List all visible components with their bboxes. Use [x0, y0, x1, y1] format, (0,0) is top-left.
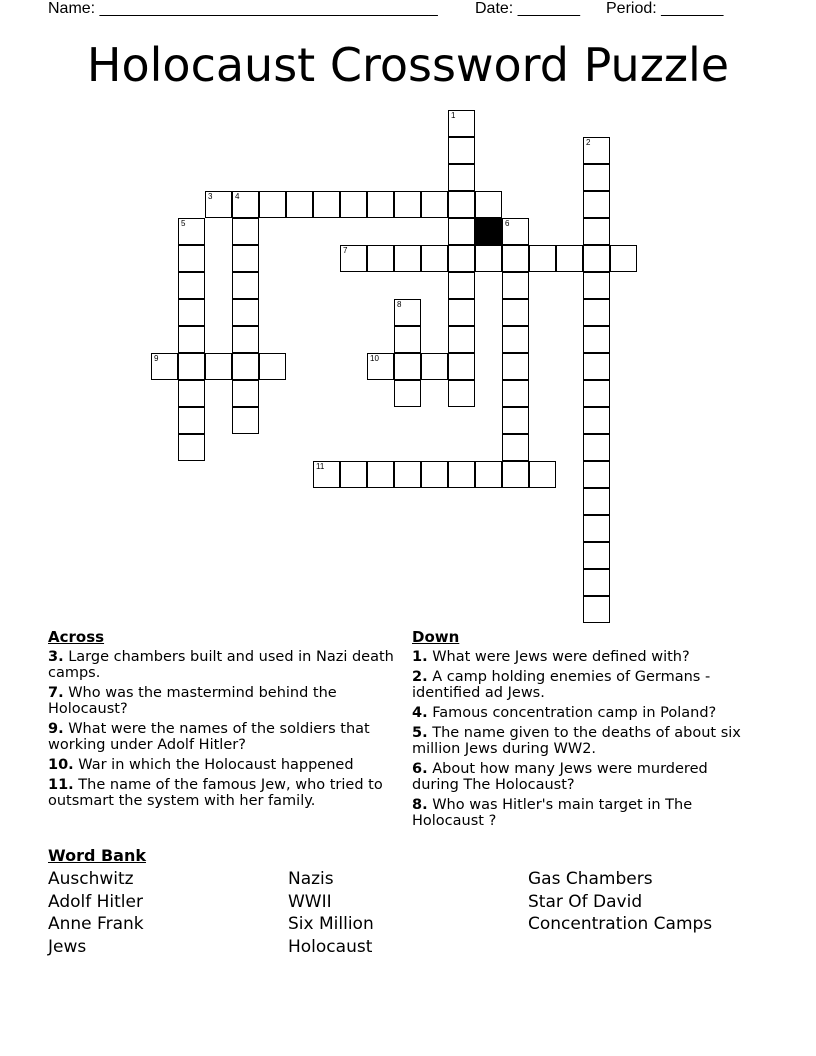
grid-cell[interactable] [448, 461, 475, 488]
clue-number: 3 [208, 192, 213, 201]
grid-cell[interactable] [448, 272, 475, 299]
grid-cell[interactable] [421, 461, 448, 488]
grid-cell[interactable] [313, 461, 340, 488]
clue-down-6: 6. About how many Jews were murdered during The Holocaust? [412, 761, 708, 793]
page-title: Holocaust Crossword Puzzle [86, 38, 730, 92]
grid-cell[interactable] [340, 245, 367, 272]
grid-cell[interactable] [232, 353, 259, 380]
grid-cell[interactable] [178, 353, 205, 380]
grid-cell[interactable] [232, 380, 259, 407]
word-bank-item: Adolf Hitler [48, 891, 143, 912]
grid-cell[interactable] [502, 461, 529, 488]
grid-cell[interactable] [502, 326, 529, 353]
grid-cell[interactable] [583, 137, 610, 164]
across-heading: Across [48, 628, 105, 646]
grid-cell[interactable] [448, 218, 475, 245]
grid-cell[interactable] [583, 407, 610, 434]
grid-cell[interactable] [259, 353, 286, 380]
word-bank-heading: Word Bank [48, 846, 147, 865]
grid-cell[interactable] [232, 191, 259, 218]
grid-cell[interactable] [502, 272, 529, 299]
grid-cell[interactable] [502, 434, 529, 461]
clue-number: 2 [586, 138, 591, 147]
grid-cell[interactable] [556, 245, 583, 272]
grid-cell[interactable] [502, 380, 529, 407]
clue-across-10: 10. War in which the Holocaust happened [48, 757, 354, 773]
clue-number: 8 [397, 300, 402, 309]
clue-number: 4 [235, 192, 240, 201]
grid-cell[interactable] [448, 191, 475, 218]
grid-cell[interactable] [583, 245, 610, 272]
grid-cell[interactable] [583, 515, 610, 542]
grid-cell[interactable] [502, 245, 529, 272]
grid-cell[interactable] [367, 191, 394, 218]
clue-down-2: 2. A camp holding enemies of Germans - identified ad Jews. [412, 669, 711, 701]
word-bank-column [48, 868, 288, 959]
grid-cell[interactable] [232, 272, 259, 299]
clue-number: 6 [505, 219, 510, 228]
grid-cell[interactable] [502, 353, 529, 380]
grid-cell[interactable] [232, 407, 259, 434]
grid-cell[interactable] [178, 218, 205, 245]
grid-cell[interactable] [421, 191, 448, 218]
grid-cell[interactable] [178, 272, 205, 299]
grid-cell[interactable] [286, 191, 313, 218]
grid-cell[interactable] [394, 299, 421, 326]
grid-cell[interactable] [151, 353, 178, 380]
clue-number: 1 [451, 111, 456, 120]
grid-cell[interactable] [367, 245, 394, 272]
grid-cell[interactable] [529, 245, 556, 272]
grid-cell[interactable] [583, 218, 610, 245]
grid-cell[interactable] [583, 542, 610, 569]
grid-cell[interactable] [583, 164, 610, 191]
grid-cell[interactable] [502, 407, 529, 434]
grid-cell[interactable] [583, 380, 610, 407]
word-bank-column [288, 868, 528, 959]
grid-cell[interactable] [583, 272, 610, 299]
grid-cell[interactable] [448, 110, 475, 137]
word-bank-column [528, 868, 768, 936]
grid-cell[interactable] [340, 461, 367, 488]
name-field-label[interactable]: Name: ______________________________________ [48, 0, 438, 17]
grid-cell[interactable] [178, 407, 205, 434]
grid-cell[interactable] [583, 569, 610, 596]
clue-across-9: 9. What were the names of the soldiers that working under Adolf Hitler? [48, 721, 370, 753]
grid-cell[interactable] [394, 326, 421, 353]
word-bank-item: Holocaust [288, 937, 373, 958]
clue-across-11: 11. The name of the famous Jew, who tried to outsmart the system with her family. [48, 777, 383, 809]
grid-cell[interactable] [232, 326, 259, 353]
grid-cell[interactable] [394, 245, 421, 272]
blocked-cell [475, 218, 502, 245]
grid-cell[interactable] [178, 380, 205, 407]
grid-cell[interactable] [448, 137, 475, 164]
word-bank-item: Gas Chambers [528, 869, 653, 889]
grid-cell[interactable] [313, 191, 340, 218]
grid-cell[interactable] [583, 191, 610, 218]
grid-cell[interactable] [448, 353, 475, 380]
grid-cell[interactable] [475, 191, 502, 218]
grid-cell[interactable] [394, 353, 421, 380]
word-bank-item: Star Of David [528, 891, 643, 912]
clue-down-4: 4. Famous concentration camp in Poland? [412, 705, 717, 721]
grid-cell[interactable] [178, 434, 205, 461]
grid-cell[interactable] [421, 353, 448, 380]
word-bank-item: Nazis [288, 869, 334, 889]
grid-cell[interactable] [583, 488, 610, 515]
grid-cell[interactable] [502, 299, 529, 326]
grid-cell[interactable] [205, 191, 232, 218]
word-bank [48, 846, 768, 968]
word-bank-item: Concentration Camps [528, 914, 713, 935]
grid-cell[interactable] [583, 461, 610, 488]
clue-number: 9 [154, 354, 159, 363]
grid-cell[interactable] [367, 353, 394, 380]
grid-cell[interactable] [178, 245, 205, 272]
grid-cell[interactable] [394, 191, 421, 218]
grid-cell[interactable] [583, 326, 610, 353]
grid-cell[interactable] [178, 326, 205, 353]
grid-cell[interactable] [394, 461, 421, 488]
word-bank-item: Jews [48, 937, 87, 958]
grid-cell[interactable] [448, 380, 475, 407]
grid-cell[interactable] [583, 353, 610, 380]
clue-down-8: 8. Who was Hitler's main target in The Holocaust ? [412, 797, 693, 829]
down-heading: Down [412, 628, 460, 646]
clue-number: 5 [181, 219, 186, 228]
clue-down-5: 5. The name given to the deaths of about six million Jews during WW2. [412, 725, 741, 757]
grid-cell[interactable] [394, 380, 421, 407]
grid-cell[interactable] [583, 596, 610, 623]
grid-cell[interactable] [259, 191, 286, 218]
grid-cell[interactable] [232, 218, 259, 245]
grid-cell[interactable] [475, 461, 502, 488]
grid-cell[interactable] [367, 461, 394, 488]
grid-cell[interactable] [448, 164, 475, 191]
clue-number: 7 [343, 246, 348, 255]
date-field-label[interactable]: Date: _______ [475, 0, 580, 17]
word-bank-item: Six Million [288, 914, 374, 935]
down-clues [412, 628, 757, 833]
across-clues [48, 628, 403, 813]
grid-cell[interactable] [205, 353, 232, 380]
grid-cell[interactable] [340, 191, 367, 218]
grid-cell[interactable] [421, 245, 448, 272]
word-bank-item: Anne Frank [48, 914, 144, 935]
grid-cell[interactable] [502, 218, 529, 245]
clue-number: 11 [316, 462, 325, 471]
grid-cell[interactable] [583, 299, 610, 326]
grid-cell[interactable] [448, 299, 475, 326]
word-bank-item: Auschwitz [48, 869, 134, 889]
grid-cell[interactable] [178, 299, 205, 326]
word-bank-item: WWII [288, 891, 332, 912]
grid-cell[interactable] [232, 245, 259, 272]
clue-down-1: 1. What were Jews were defined with? [412, 649, 690, 665]
clue-across-7: 7. Who was the mastermind behind the Holocaust? [48, 685, 337, 717]
grid-cell[interactable] [232, 299, 259, 326]
clue-number: 10 [370, 354, 379, 363]
grid-cell[interactable] [475, 245, 502, 272]
grid-cell[interactable] [610, 245, 637, 272]
clue-across-3: 3. Large chambers built and used in Nazi death camps. [48, 649, 394, 681]
grid-cell[interactable] [448, 326, 475, 353]
grid-cell[interactable] [529, 461, 556, 488]
period-field-label[interactable]: Period: _______ [606, 0, 724, 17]
grid-cell[interactable] [448, 245, 475, 272]
grid-cell[interactable] [583, 434, 610, 461]
